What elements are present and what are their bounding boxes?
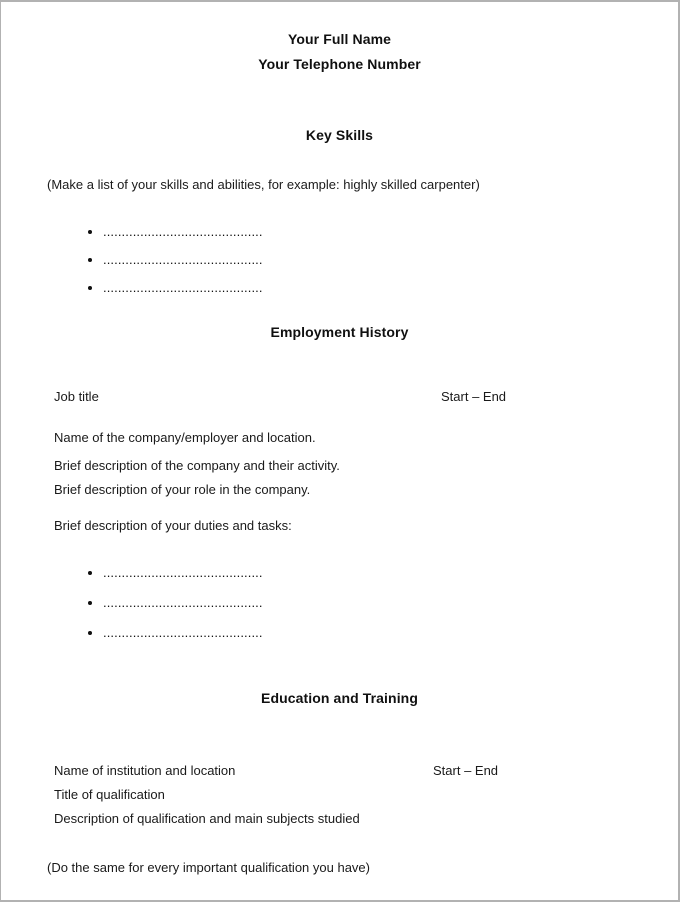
role-description-line: Brief description of your role in the company. <box>54 482 311 497</box>
education-training-heading: Education and Training <box>261 690 418 706</box>
key-skills-bullet-list <box>1 218 263 302</box>
job-title-label: Job title <box>54 389 99 404</box>
duty-bullet-item <box>103 588 263 618</box>
duty-bullet-item <box>103 558 263 588</box>
telephone-line: Your Telephone Number <box>258 56 421 72</box>
dotted-fill-line: ........................................... <box>103 280 263 295</box>
dotted-fill-line: ........................................... <box>103 595 263 610</box>
dotted-fill-line: ........................................... <box>103 625 263 640</box>
dotted-fill-line: ........................................... <box>103 252 263 267</box>
skill-bullet-item <box>103 218 263 246</box>
education-date-range: Start – End <box>433 763 499 778</box>
employment-date-range: Start – End <box>441 389 507 404</box>
full-name-line: Your Full Name <box>287 31 392 47</box>
dotted-fill-line: ........................................... <box>103 565 263 580</box>
company-name-line: Name of the company/employer and location. <box>54 430 316 445</box>
duty-bullet-item <box>103 618 263 648</box>
employment-history-heading: Employment History <box>270 324 409 340</box>
key-skills-hint: (Make a list of your skills and abilities, for example: highly skilled carpenter) <box>47 177 480 192</box>
duties-bullet-list <box>1 558 263 648</box>
qualification-description-line: Description of qualification and main subjects studied <box>54 811 360 826</box>
company-activity-line: Brief description of the company and their activity. <box>54 458 340 473</box>
institution-line: Name of institution and location <box>54 763 236 778</box>
dotted-fill-line: ........................................... <box>103 224 263 239</box>
education-note: (Do the same for every important qualification you have) <box>47 860 370 875</box>
skill-bullet-item <box>103 274 263 302</box>
qualification-title-line: Title of qualification <box>54 787 165 802</box>
key-skills-heading: Key Skills <box>305 127 374 143</box>
duties-label: Brief description of your duties and tasks: <box>54 518 292 533</box>
skill-bullet-item <box>103 246 263 274</box>
